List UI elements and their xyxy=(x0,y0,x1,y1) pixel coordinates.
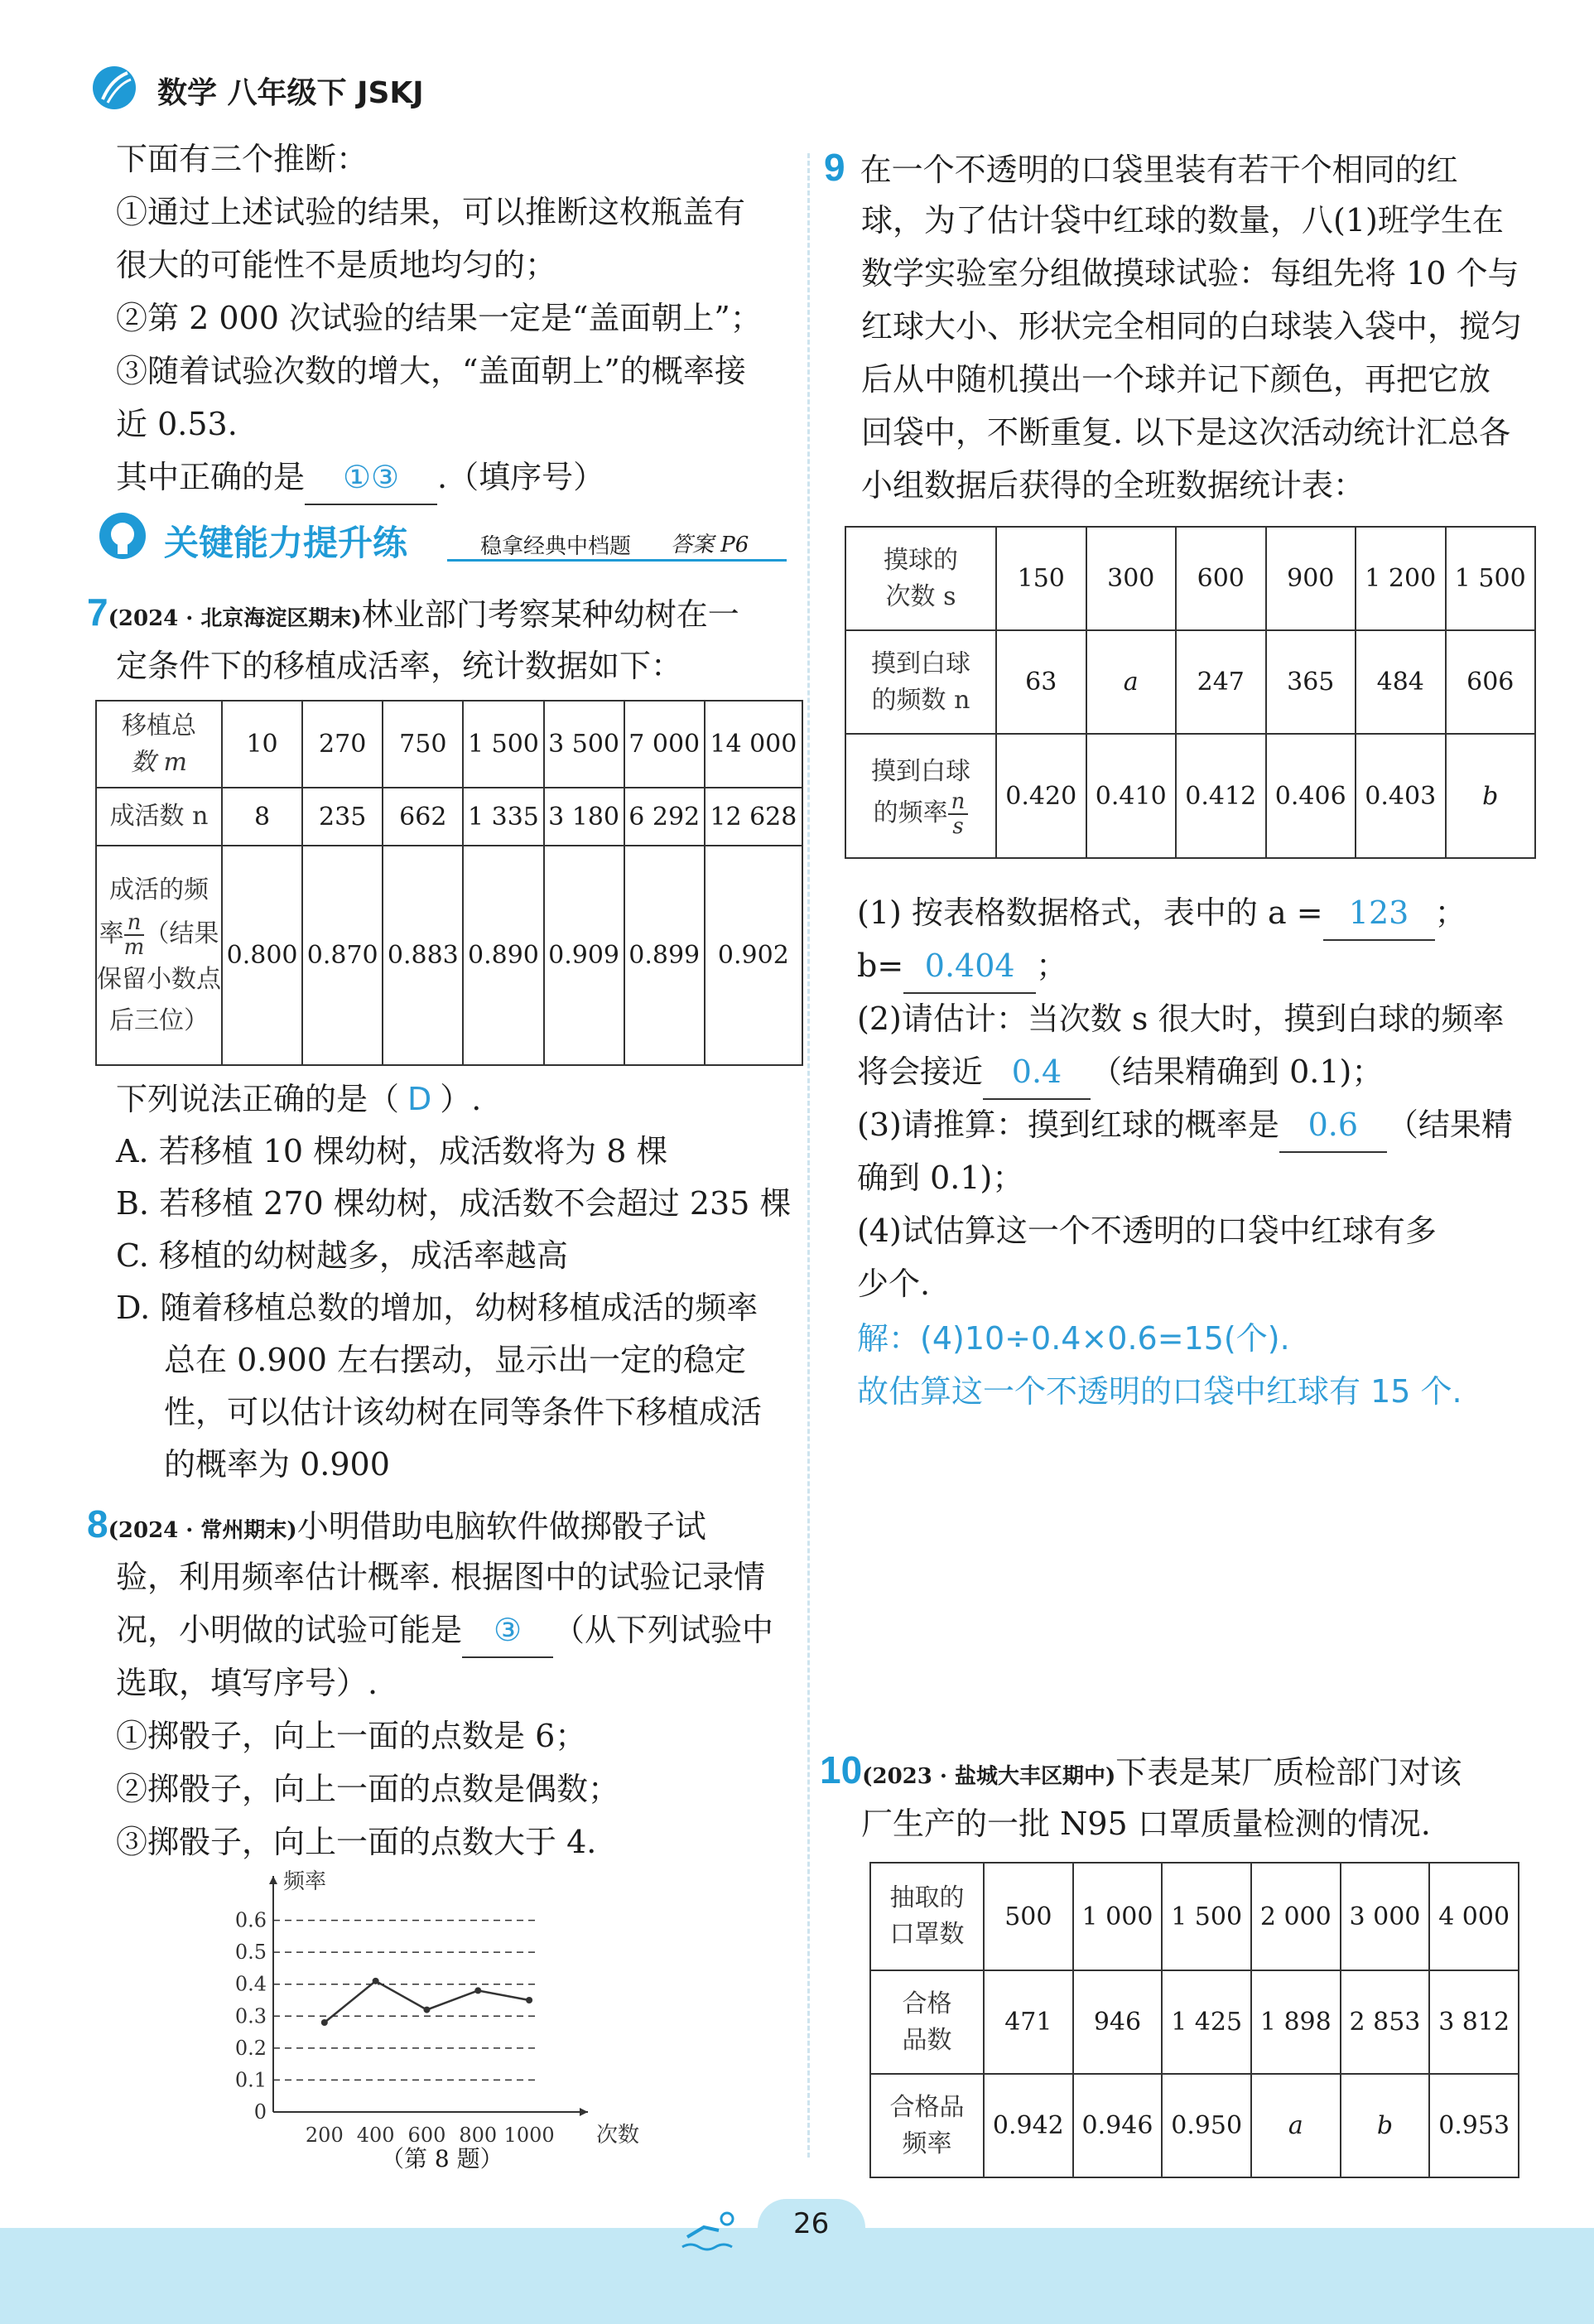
q7-prompt: 下列说法正确的是（ D ）. xyxy=(116,1081,482,1117)
q9-row-header: 摸到白球 的频数 n xyxy=(845,630,996,734)
x-tick-label: 1000 xyxy=(503,2124,555,2145)
q7-option-d-cont: 性，可以估计该幼树在同等条件下移植成活 xyxy=(164,1394,763,1430)
q8-text-line: 选取，填写序号）. xyxy=(116,1665,378,1701)
q10-cell: 4 000 xyxy=(1429,1863,1519,1970)
section-banner xyxy=(91,509,791,567)
q8-item: ①掷骰子，向上一面的点数是 6； xyxy=(116,1718,587,1754)
intro-line: 下面有三个推断： xyxy=(116,141,368,177)
column-divider xyxy=(807,153,810,2158)
header-logo-icon xyxy=(91,65,137,111)
data-point xyxy=(526,1997,532,2003)
q7-cell: 270 xyxy=(302,701,383,788)
q8-text-line: 况，小明做的试验可能是 ③ （从下列试验中 xyxy=(116,1603,773,1658)
q8-source: (2024 · 常州期末) xyxy=(108,1518,297,1543)
q9-cell: 1 500 xyxy=(1446,527,1536,630)
q9-cell: 0.412 xyxy=(1176,734,1266,858)
q7-cell: 7 000 xyxy=(624,701,705,788)
q7-row-header: 成活的频 率 $\frac{n}{m}$ （结果 保留小数点 后三位） xyxy=(96,846,222,1065)
q7-header xyxy=(87,586,739,645)
q7-option-d-cont: 总在 0.900 左右摆动，显示出一定的稳定 xyxy=(164,1342,746,1378)
q9-part2b: 将会接近 0.4 （结果精确到 0.1)； xyxy=(857,1045,1383,1100)
q7-cell: 3 180 xyxy=(544,788,624,846)
intro-line: ③随着试验次数的增大，“盖面朝上”的概率接 xyxy=(116,353,746,389)
q7-cell: 12 628 xyxy=(705,788,802,846)
q9-answer-p3: 0.6 xyxy=(1279,1098,1387,1153)
q9-table xyxy=(845,526,1536,859)
intro-question-prefix: 其中正确的是 xyxy=(116,459,306,495)
q9-cell: a xyxy=(1086,630,1177,734)
q10-row-header: 合格品 频率 xyxy=(870,2074,984,2177)
q9-answer-b: 0.404 xyxy=(903,939,1036,994)
q7-cell: 1 500 xyxy=(463,701,543,788)
q10-cell: 0.946 xyxy=(1073,2074,1163,2177)
intro-question-suffix: .（填序号） xyxy=(437,459,605,495)
q9-line: 小组数据后获得的全班数据统计表： xyxy=(861,467,1365,504)
banner-title: 关键能力提升练 xyxy=(164,523,408,563)
q10-table xyxy=(869,1862,1519,2178)
q9-line: 球，为了估计袋中红球的数量，八(1)班学生在 xyxy=(861,202,1504,239)
q7-option-a: A. 若移植 10 棵幼树，成活数将为 8 棵 xyxy=(116,1133,668,1169)
q10-cell: b xyxy=(1341,2074,1430,2177)
y-axis-label: 频率 xyxy=(283,1869,327,1894)
q7-cell: 750 xyxy=(383,701,463,788)
q7-row-header: 成活数 n xyxy=(96,788,222,846)
q10-cell: 1 898 xyxy=(1251,1970,1341,2074)
q9-cell: 600 xyxy=(1176,527,1266,630)
q9-part3: (3)请推算：摸到红球的概率是 0.6 （结果精 xyxy=(857,1098,1513,1153)
q7-cell: 3 500 xyxy=(544,701,624,788)
q10-cell: 2 853 xyxy=(1341,1970,1430,2074)
q9-cell: 150 xyxy=(996,527,1086,630)
y-tick-label: 0.4 xyxy=(234,1972,267,1996)
q7-number: 7 xyxy=(87,591,108,634)
q9-cell: 1 200 xyxy=(1356,527,1446,630)
y-tick-label: 0.2 xyxy=(234,2036,267,2060)
q9-part1b: b= 0.404 ； xyxy=(857,939,1067,994)
q10-cell: 0.953 xyxy=(1429,2074,1519,2177)
q9-part4b: 少个. xyxy=(857,1266,931,1302)
data-point xyxy=(474,1987,481,1994)
intro-line: ②第 2 000 次试验的结果一定是“盖面朝上”； xyxy=(116,300,762,336)
q10-text-line: 厂生产的一批 N95 口罩质量检测的情况. xyxy=(861,1806,1431,1842)
q10-source: (2023 · 盐城大丰区期中) xyxy=(862,1764,1116,1789)
q7-cell: 0.800 xyxy=(222,846,302,1065)
q8-number: 8 xyxy=(87,1502,108,1545)
q9-line: 回袋中，不断重复. 以下是这次活动统计汇总各 xyxy=(861,414,1511,451)
intro-line: ①通过上述试验的结果，可以推断这枚瓶盖有 xyxy=(116,194,746,230)
q7-cell: 0.883 xyxy=(383,846,463,1065)
q7-cell: 14 000 xyxy=(705,701,802,788)
q9-cell: b xyxy=(1446,734,1536,858)
q8-text-line: 验，利用频率估计概率. 根据图中的试验记录情 xyxy=(116,1559,766,1595)
q10-cell: 1 500 xyxy=(1162,1863,1251,1970)
q7-cell: 6 292 xyxy=(624,788,705,846)
origin-label: 0 xyxy=(253,2100,267,2124)
page-title: 数学 八年级下 JSKJ xyxy=(157,76,424,110)
q9-header: 9 在一个不透明的口袋里装有若干个相同的红 xyxy=(824,146,1458,189)
q7-cell: 0.902 xyxy=(705,846,802,1065)
q9-part1: (1) 按表格数据格式，表中的 a = 123 ； xyxy=(857,886,1466,941)
q9-solution: 解：(4)10÷0.4×0.6=15(个). xyxy=(857,1320,1290,1357)
q7-row-header: 移植总 数 m xyxy=(96,701,222,788)
q10-cell: 946 xyxy=(1073,1970,1163,2074)
q10-cell: 471 xyxy=(984,1970,1073,2074)
y-tick-label: 0.3 xyxy=(234,2004,267,2028)
q9-solution: 故估算这一个不透明的口袋中红球有 15 个. xyxy=(857,1373,1462,1410)
q9-answer-p2: 0.4 xyxy=(983,1045,1091,1100)
q10-cell: 0.950 xyxy=(1162,2074,1251,2177)
q9-cell: 247 xyxy=(1176,630,1266,734)
q7-cell: 0.899 xyxy=(624,846,705,1065)
q9-row-header: 摸到白球 的频率 $\frac{n}{s}$ xyxy=(845,734,996,858)
q10-header: 10(2023 · 盐城大丰区期中)下表是某厂质检部门对该 xyxy=(820,1748,1462,1791)
q10-row-header: 抽取的 口罩数 xyxy=(870,1863,984,1970)
q9-cell: 365 xyxy=(1266,630,1356,734)
y-axis-arrow-icon xyxy=(269,1876,277,1884)
q9-cell: 63 xyxy=(996,630,1086,734)
intro-question xyxy=(116,451,604,505)
q9-cell: 0.410 xyxy=(1086,734,1177,858)
q9-line: 数学实验室分组做摸球试验：每组先将 10 个与 xyxy=(861,255,1519,292)
q7-option-d: D. 随着移植总数的增加，幼树移植成活的频率 xyxy=(116,1290,758,1326)
data-point xyxy=(321,2019,328,2026)
intro-line: 很大的可能性不是质地均匀的； xyxy=(116,247,557,283)
q9-cell: 484 xyxy=(1356,630,1446,734)
q9-number: 9 xyxy=(824,146,845,189)
q10-cell: 500 xyxy=(984,1863,1073,1970)
q7-source: (2024 · 北京海淀区期末) xyxy=(108,606,362,631)
q10-cell: 2 000 xyxy=(1251,1863,1341,1970)
x-tick-label: 800 xyxy=(459,2124,498,2145)
q10-cell: 3 812 xyxy=(1429,1970,1519,2074)
y-tick-label: 0.5 xyxy=(234,1941,267,1965)
q9-cell: 606 xyxy=(1446,630,1536,734)
x-tick-label: 400 xyxy=(356,2124,395,2145)
q9-cell: 0.403 xyxy=(1356,734,1446,858)
q7-answer: D xyxy=(407,1081,432,1117)
q7-option-c: C. 移植的幼树越多，成活率越高 xyxy=(116,1237,568,1274)
q10-cell: 1 425 xyxy=(1162,1970,1251,2074)
q7-cell: 0.890 xyxy=(463,846,543,1065)
q7-cell: 662 xyxy=(383,788,463,846)
q10-row-header: 合格 品数 xyxy=(870,1970,984,2074)
q7-cell: 1 335 xyxy=(463,788,543,846)
q9-cell: 300 xyxy=(1086,527,1177,630)
q7-table xyxy=(95,700,803,1066)
q9-cell: 0.420 xyxy=(996,734,1086,858)
y-tick-label: 0.6 xyxy=(234,1908,267,1932)
q7-option-b: B. 若移植 270 棵幼树，成活数不会超过 235 棵 xyxy=(116,1185,792,1222)
q9-part3b: 确到 0.1)； xyxy=(857,1160,1024,1196)
data-point xyxy=(423,2007,430,2013)
q8-caption: （第 8 题） xyxy=(381,2145,503,2172)
q7-text: 林业部门考察某种幼树在一 xyxy=(361,596,739,633)
q8-header: 8(2024 · 常州期末)小明借助电脑软件做掷骰子试 xyxy=(87,1502,706,1545)
q10-cell: 1 000 xyxy=(1073,1863,1163,1970)
q10-cell: a xyxy=(1251,2074,1341,2177)
q10-number: 10 xyxy=(820,1748,863,1791)
q7-cell: 0.909 xyxy=(544,846,624,1065)
q8-item: ②掷骰子，向上一面的点数是偶数； xyxy=(116,1771,620,1807)
lightbulb-icon xyxy=(91,509,157,567)
q9-part2: (2)请估计：当次数 s 很大时，摸到白球的频率 xyxy=(857,1000,1505,1037)
y-tick-label: 0.1 xyxy=(234,2068,267,2092)
x-tick-label: 600 xyxy=(407,2124,446,2145)
q8-answer: ③ xyxy=(462,1603,553,1658)
banner-subtitle: 稳拿经典中档题 xyxy=(480,534,632,559)
q7-cell: 235 xyxy=(302,788,383,846)
x-axis-arrow-icon xyxy=(580,2108,588,2116)
q9-row-header: 摸球的 次数 s xyxy=(845,527,996,630)
q8-item: ③掷骰子，向上一面的点数大于 4. xyxy=(116,1824,597,1860)
intro-line: 近 0.53. xyxy=(116,406,238,442)
q7-cell: 8 xyxy=(222,788,302,846)
q10-cell: 3 000 xyxy=(1341,1863,1430,1970)
q9-cell: 900 xyxy=(1266,527,1356,630)
q9-part4: (4)试估算这一个不透明的口袋中红球有多 xyxy=(857,1213,1437,1249)
swimmer-icon xyxy=(679,2207,745,2257)
x-axis-label: 次数 xyxy=(596,2123,640,2145)
q9-line: 后从中随机摸出一个球并记下颜色，再把它放 xyxy=(861,361,1491,398)
q9-cell: 0.406 xyxy=(1266,734,1356,858)
q9-line: 红球大小、形状完全相同的白球装入袋中，搅匀 xyxy=(861,308,1523,345)
banner-answer-ref: 答案 P6 xyxy=(671,533,749,557)
q7-cell: 10 xyxy=(222,701,302,788)
q7-option-d-cont: 的概率为 0.900 xyxy=(164,1446,390,1483)
page-number: 26 xyxy=(793,2207,830,2240)
q7-text-line: 定条件下的移植成活率，统计数据如下： xyxy=(116,648,683,684)
q10-cell: 0.942 xyxy=(984,2074,1073,2177)
intro-answer: ①③ xyxy=(305,451,437,505)
data-point xyxy=(373,1978,379,1984)
x-tick-label: 200 xyxy=(305,2124,344,2145)
banner-underline xyxy=(447,559,787,562)
q8-line-chart xyxy=(207,1864,654,2145)
q9-answer-a: 123 xyxy=(1323,886,1435,941)
q7-cell: 0.870 xyxy=(302,846,383,1065)
